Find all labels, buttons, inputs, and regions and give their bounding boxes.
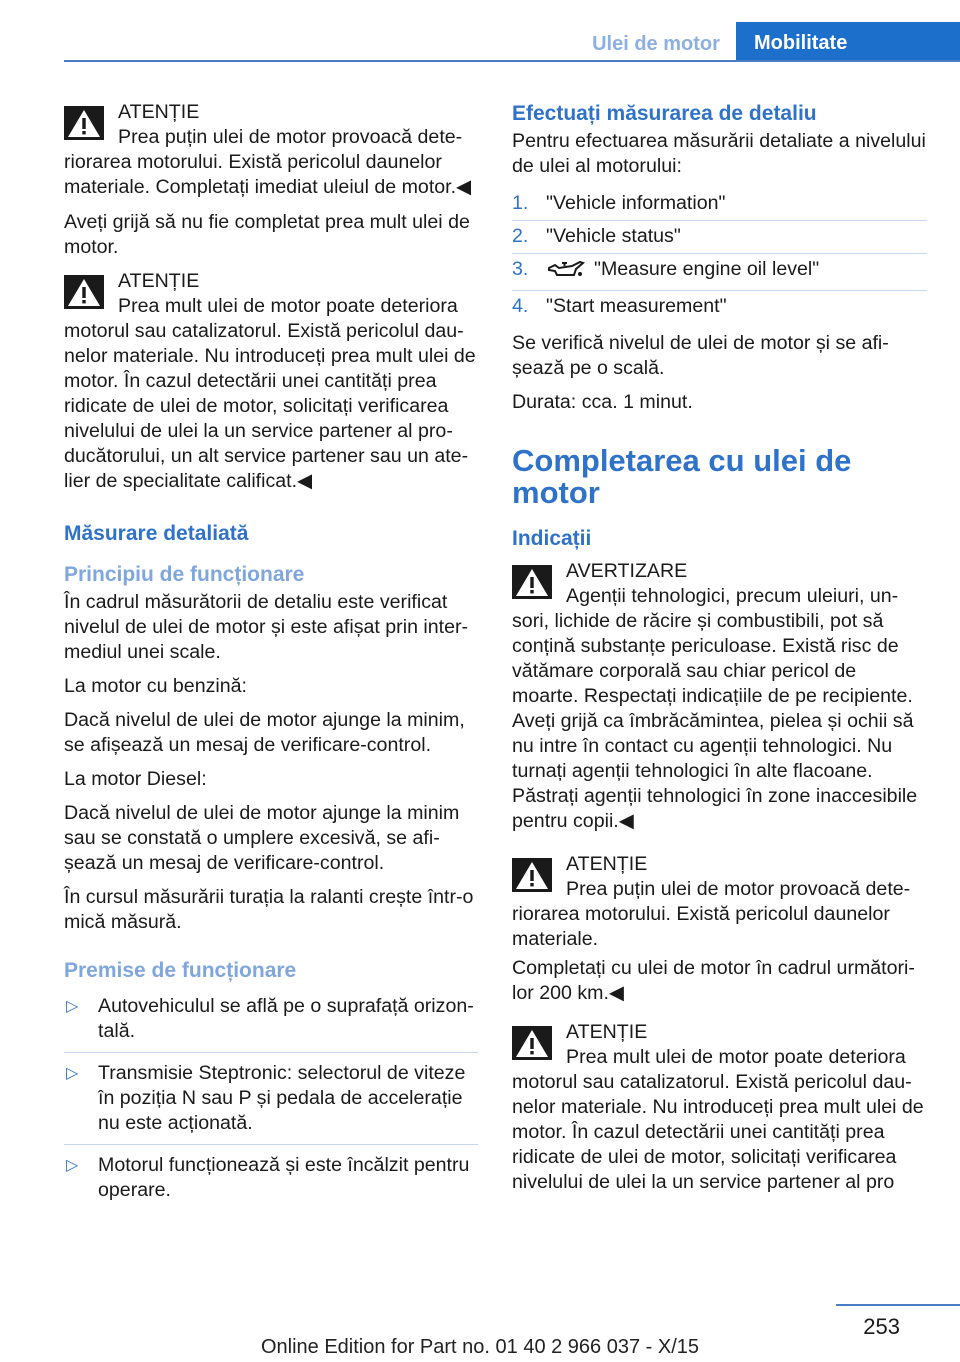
step-text: "Vehicle status" [546, 225, 681, 247]
list-item [512, 224, 927, 254]
paragraph: Pentru efectuarea măsurării detaliate a nivelului de ulei al motorului: [512, 130, 926, 177]
step-number: 1. [512, 192, 529, 214]
warning-text: Prea mult ulei de motor poate deteriora motorul sau catalizatorul. Există pericolul daunelor materiale. Nu introduceți prea mult ulei de motor. În cazul detectării unei cantități prea ridicate de ulei de motor, solicitați verificarea nivelului de ulei la un service partener al producătorului, un alt service partener sau un atelier de specialitate calificat.◀ [64, 295, 476, 492]
warning-title: AVERTIZARE [566, 560, 688, 582]
warning-triangle-icon [512, 1026, 552, 1060]
paragraph: La motor Diesel: [64, 768, 207, 790]
warning-title: ATENȚIE [118, 270, 200, 292]
steps-list [512, 191, 927, 323]
footer-edition: Online Edition for Part no. 01 40 2 966 037 - X/15 [260, 1336, 700, 1358]
subsection-heading: Principiu de funcționare [64, 563, 305, 586]
list-item [64, 994, 478, 1053]
section-heading: Măsurare detaliată [64, 522, 249, 545]
warning-triangle-icon [512, 858, 552, 892]
left-column [64, 100, 478, 1219]
warning-block [64, 269, 478, 494]
warning-block [512, 852, 927, 952]
step-number: 4. [512, 295, 529, 317]
paragraph: În cadrul măsurătorii de detaliu este verificat nivelul de ulei de motor și este afișat prin intermediul unei scale. [64, 591, 469, 663]
warning-title: ATENȚIE [566, 853, 648, 875]
paragraph: Completați cu ulei de motor în cadrul următorilor 200 km.◀ [512, 957, 915, 1004]
paragraph: Se verifică nivelul de ulei de motor și se afișează pe o scală. [512, 332, 889, 379]
header-section-title: Ulei de motor [592, 33, 720, 55]
paragraph: Aveți grijă să nu fie completat prea mult ulei de motor. [64, 211, 470, 258]
subsection-heading: Premise de funcționare [64, 959, 297, 982]
triangle-bullet-icon: ▷ [66, 998, 79, 1015]
warning-title: ATENȚIE [118, 101, 200, 123]
paragraph: Dacă nivelul de ulei de motor ajunge la minim sau se constată o umplere excesivă, se afișează un mesaj de verificare-control. [64, 802, 460, 874]
warning-text: Prea puțin ulei de motor provoacă deteriorarea motorului. Există pericolul daunelor materiale. Completați imediat uleiul de motor.◀ [64, 126, 472, 198]
page-number: 253 [863, 1314, 900, 1339]
triangle-bullet-icon: ▷ [66, 1065, 79, 1082]
footer-rule [836, 1304, 960, 1306]
warning-text: Prea puțin ulei de motor provoacă deteriorarea motorului. Există pericolul daunelor materiale. [512, 878, 911, 950]
triangle-bullet-icon: ▷ [66, 1157, 79, 1174]
step-text: "Start measurement" [546, 295, 727, 317]
requirements-list [64, 994, 478, 1211]
warning-triangle-icon [64, 275, 104, 309]
list-item [512, 294, 927, 323]
chapter-heading: Completarea cu ulei de motor [512, 443, 852, 510]
paragraph: În cursul măsurării turația la ralanti crește într-o mică măsură. [64, 886, 474, 933]
warning-triangle-icon [64, 106, 104, 140]
list-item-text: Motorul funcționează și este încălzit pentru operare. [98, 1154, 470, 1201]
step-number: 3. [512, 258, 529, 280]
warning-triangle-icon [512, 565, 552, 599]
paragraph: Durata: cca. 1 minut. [512, 391, 693, 413]
subsection-heading: Efectuați măsurarea de detaliu [512, 102, 817, 125]
step-text: "Measure engine oil level" [594, 258, 820, 280]
warning-block [64, 100, 478, 200]
step-number: 2. [512, 225, 529, 247]
warning-block [512, 1020, 927, 1195]
warning-text: Prea mult ulei de motor poate deteriora motorul sau catalizatorul. Există pericolul daunelor materiale. Nu introduceți prea mult ulei de motor. În cazul detectării unei cantități prea ridicate de ulei de motor, solicitați verificarea nivelului de ulei la un service partener al pro [512, 1046, 924, 1193]
oil-can-icon [546, 259, 586, 286]
list-item [512, 191, 927, 221]
warning-text: Agenții tehnologici, precum uleiuri, unsori, lichide de răcire și combustibili, pot să conțină substanțe periculoase. Există risc de vătămare corporală sau chiar pericol de moarte. Respectați indicațiile de pe recipiente. Aveți grijă ca îmbrăcămintea, pielea și ochii să nu intre în contact cu agenții tehnologici. Nu turnați agenții tehnologici în alte flacoane. Păstrați agenții tehnologici în zone inaccesibile pentru copii.◀ [512, 585, 918, 832]
header-rule [64, 60, 960, 62]
paragraph: Dacă nivelul de ulei de motor ajunge la minim, se afișează un mesaj de verificare-control. [64, 709, 465, 756]
step-text: "Vehicle information" [546, 192, 726, 214]
list-item [64, 1061, 478, 1145]
list-item [64, 1153, 478, 1211]
list-item [512, 257, 927, 291]
section-heading: Indicații [512, 527, 592, 550]
list-item-text: Autovehiculul se află pe o suprafață orizontală. [98, 995, 474, 1042]
paragraph: La motor cu benzină: [64, 675, 247, 697]
header-chapter-tab: Mobilitate [736, 22, 960, 62]
warning-block [512, 559, 927, 834]
right-column [512, 100, 927, 1205]
list-item-text: Transmisie Steptronic: selectorul de viteze în poziția N sau P și pedala de accelerație nu este acționată. [98, 1062, 466, 1134]
warning-title: ATENȚIE [566, 1021, 648, 1043]
